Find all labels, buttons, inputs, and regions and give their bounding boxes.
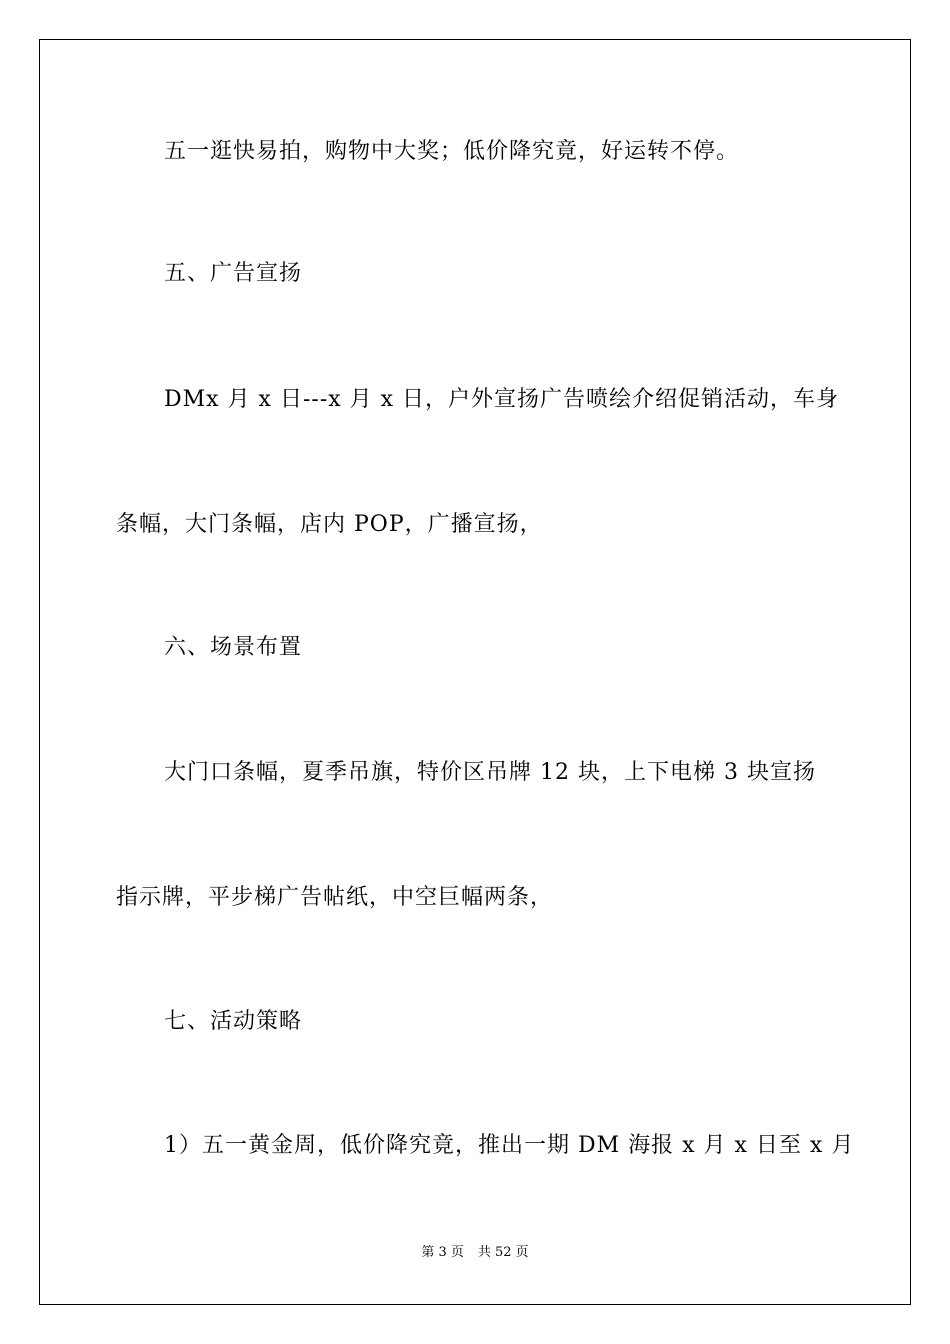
page-footer [0,1244,950,1262]
strategy-item-1-line: 1）五一黄金周，低价降究竟，推出一期 DM 海报 x 月 x 日至 x 月 [164,1133,855,1158]
page-number: 第 3 页 [421,1245,464,1260]
scene-paragraph-line-2: 指示牌，平步梯广告帖纸，中空巨幅两条， [116,885,554,910]
advertising-paragraph-line-1: DMx 月 x 日---x 月 x 日，户外宣扬广告喷绘介绍促销活动，车身 [164,387,840,412]
slogan-line: 五一逛快易拍，购物中大奖；低价降究竟，好运转不停。 [164,139,740,164]
advertising-paragraph-line-2: 条幅，大门条幅，店内 POP，广播宣扬， [116,512,543,537]
section-heading-scene-layout: 六、场景布置 [164,635,303,660]
total-pages: 共 52 页 [477,1245,529,1260]
section-heading-activity-strategy: 七、活动策略 [164,1009,303,1034]
section-heading-advertising: 五、广告宣扬 [164,261,303,286]
scene-paragraph-line-1: 大门口条幅，夏季吊旗，特价区吊牌 12 块，上下电梯 3 块宣扬 [164,760,816,785]
page-border [39,39,911,1305]
